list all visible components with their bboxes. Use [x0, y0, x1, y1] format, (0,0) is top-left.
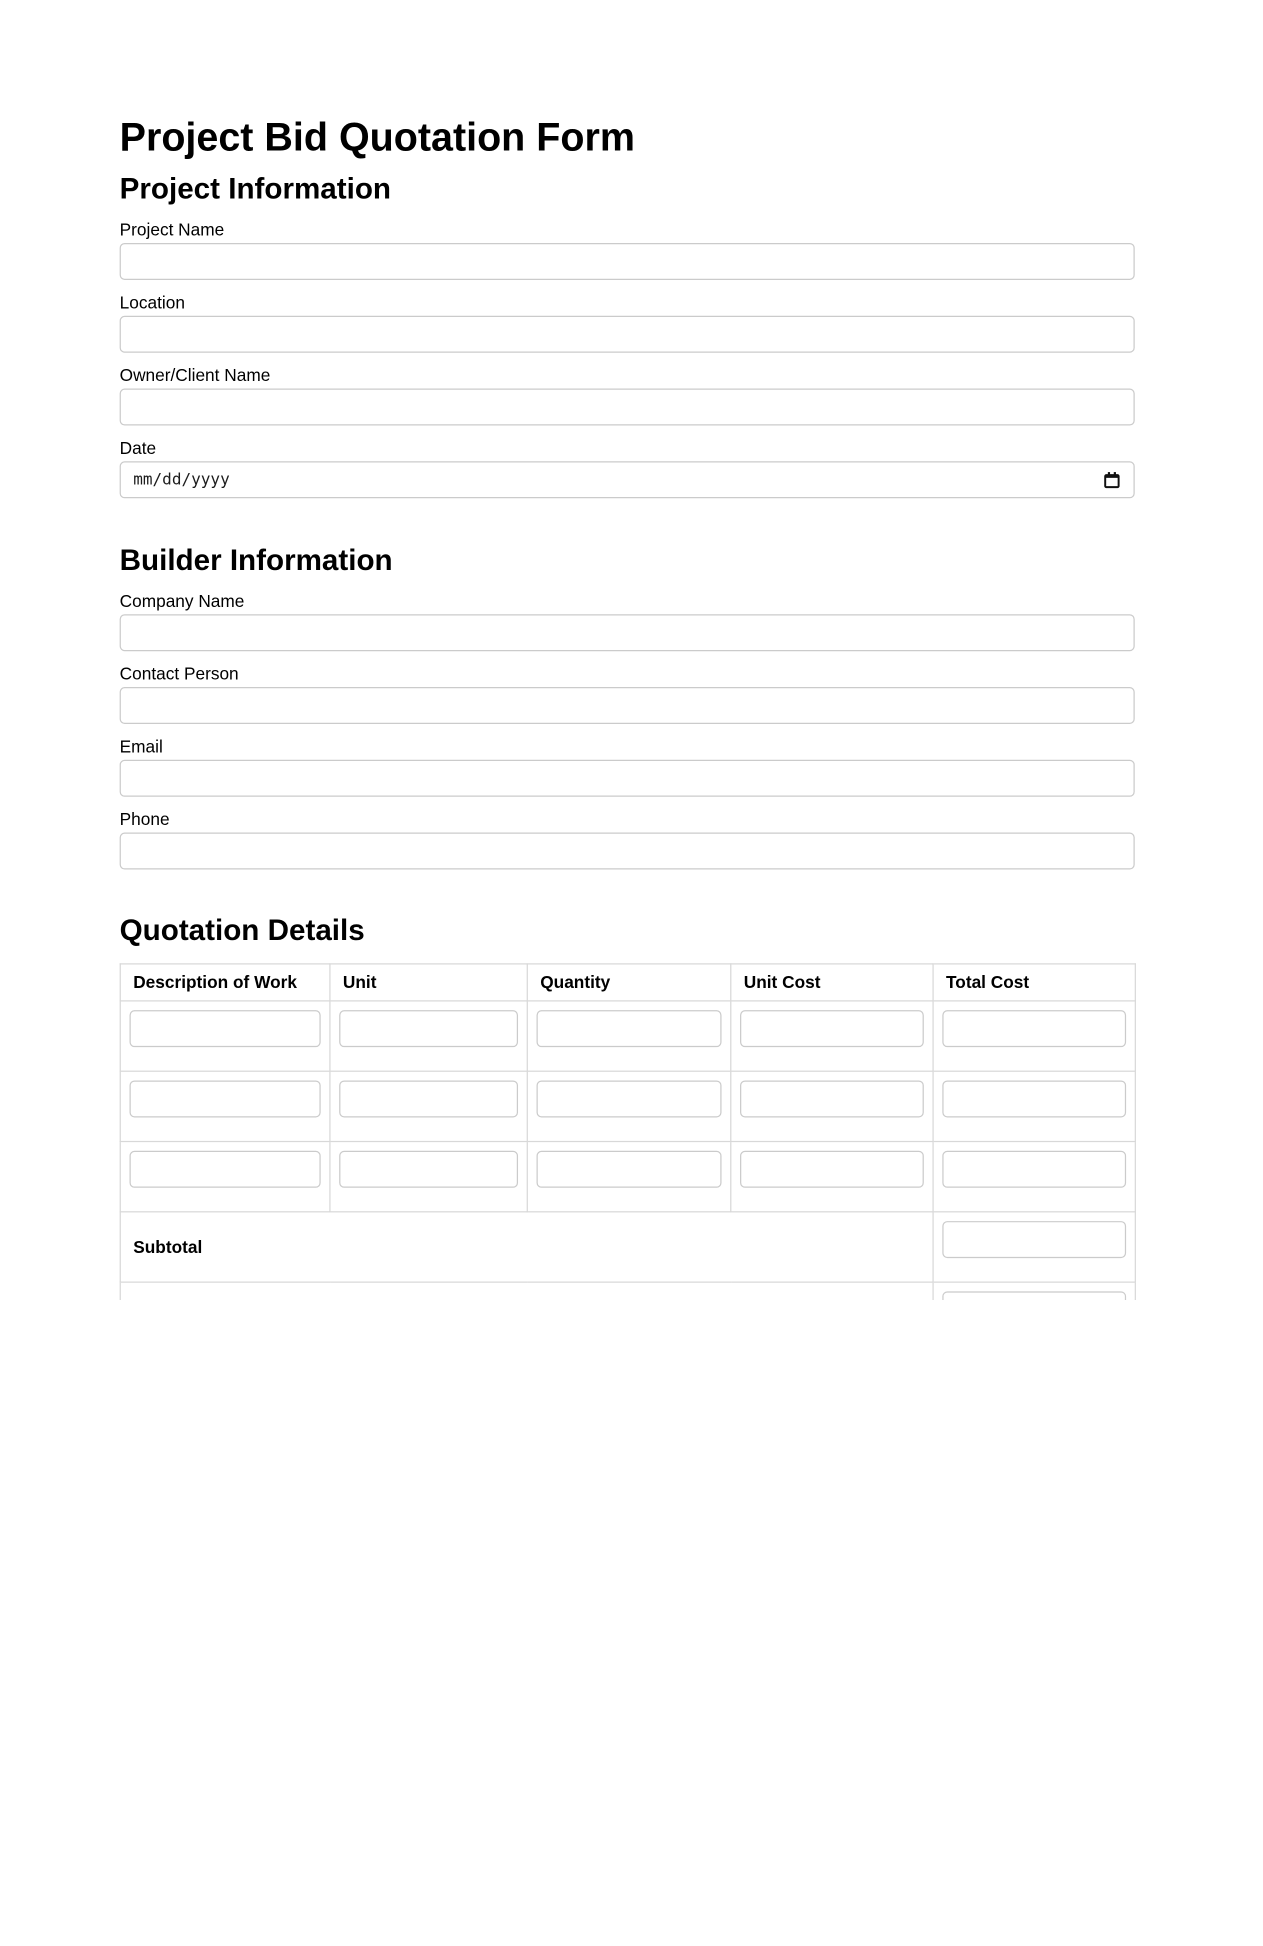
quotation-item-row	[120, 1142, 1135, 1212]
quotation-item-row	[120, 1071, 1135, 1141]
owner-client-name-label: Owner/Client Name	[119, 365, 271, 385]
section-heading-project-information: Project Information	[119, 172, 392, 206]
location-input[interactable]	[120, 316, 1135, 353]
owner-client-name-input[interactable]	[120, 389, 1135, 426]
column-header-description-of-work: Description of Work	[120, 964, 330, 1001]
phone-label: Phone	[119, 809, 170, 829]
email-field	[120, 736, 1135, 796]
form-container	[120, 115, 1135, 1300]
quantity-input-row1[interactable]	[537, 1010, 722, 1047]
quotation-header-row	[120, 964, 1135, 1001]
subtotal-row	[120, 1212, 1135, 1282]
location-field	[120, 292, 1135, 352]
section-heading-quotation-details: Quotation Details	[119, 913, 365, 948]
project-name-field	[120, 220, 1135, 280]
contact-person-label: Contact Person	[119, 663, 239, 684]
company-name-input[interactable]	[120, 614, 1135, 651]
total-cost-input-row2[interactable]	[942, 1080, 1126, 1117]
total-cost-input-row3[interactable]	[942, 1151, 1126, 1188]
email-label: Email	[119, 736, 163, 757]
date-placeholder: mm/dd/yyyy	[133, 470, 230, 490]
project-name-input[interactable]	[120, 243, 1135, 280]
unit-input-row1[interactable]	[339, 1010, 518, 1047]
subtotal-input[interactable]	[942, 1221, 1126, 1258]
description-input-row3[interactable]	[130, 1151, 321, 1188]
unit-cost-input-row2[interactable]	[740, 1080, 924, 1117]
unit-input-row3[interactable]	[339, 1151, 518, 1188]
contact-person-input[interactable]	[120, 687, 1135, 724]
date-field	[120, 438, 1135, 498]
description-input-row1[interactable]	[130, 1010, 321, 1047]
column-header-total-cost: Total Cost	[933, 964, 1135, 1001]
owner-client-name-field	[120, 365, 1135, 425]
column-header-unit: Unit	[330, 964, 527, 1001]
unit-cost-input-row3[interactable]	[740, 1151, 924, 1188]
contact-person-field	[120, 664, 1135, 724]
column-header-unit-cost: Unit Cost	[731, 964, 933, 1001]
phone-field	[120, 809, 1135, 869]
quantity-input-row3[interactable]	[537, 1151, 722, 1188]
quotation-table	[120, 963, 1136, 1300]
unit-input-row2[interactable]	[339, 1080, 518, 1117]
phone-input[interactable]	[120, 833, 1135, 870]
company-name-field	[120, 591, 1135, 651]
quotation-item-row	[120, 1001, 1135, 1071]
location-label: Location	[119, 292, 185, 313]
clipped-summary-row	[120, 1282, 1135, 1300]
section-heading-builder-information: Builder Information	[119, 543, 393, 578]
project-name-label: Project Name	[119, 219, 225, 240]
total-cost-input-row1[interactable]	[942, 1010, 1126, 1047]
clipped-row-input[interactable]	[942, 1291, 1126, 1300]
quantity-input-row2[interactable]	[537, 1080, 722, 1117]
description-input-row2[interactable]	[130, 1080, 321, 1117]
date-label: Date	[119, 437, 157, 458]
subtotal-label: Subtotal	[133, 1237, 203, 1257]
company-name-label: Company Name	[119, 590, 245, 611]
column-header-quantity: Quantity	[527, 964, 731, 1001]
unit-cost-input-row1[interactable]	[740, 1010, 924, 1047]
page-title: Project Bid Quotation Form	[119, 114, 635, 160]
calendar-icon[interactable]	[1101, 470, 1121, 490]
email-input[interactable]	[120, 760, 1135, 797]
date-input[interactable]	[120, 461, 1135, 498]
